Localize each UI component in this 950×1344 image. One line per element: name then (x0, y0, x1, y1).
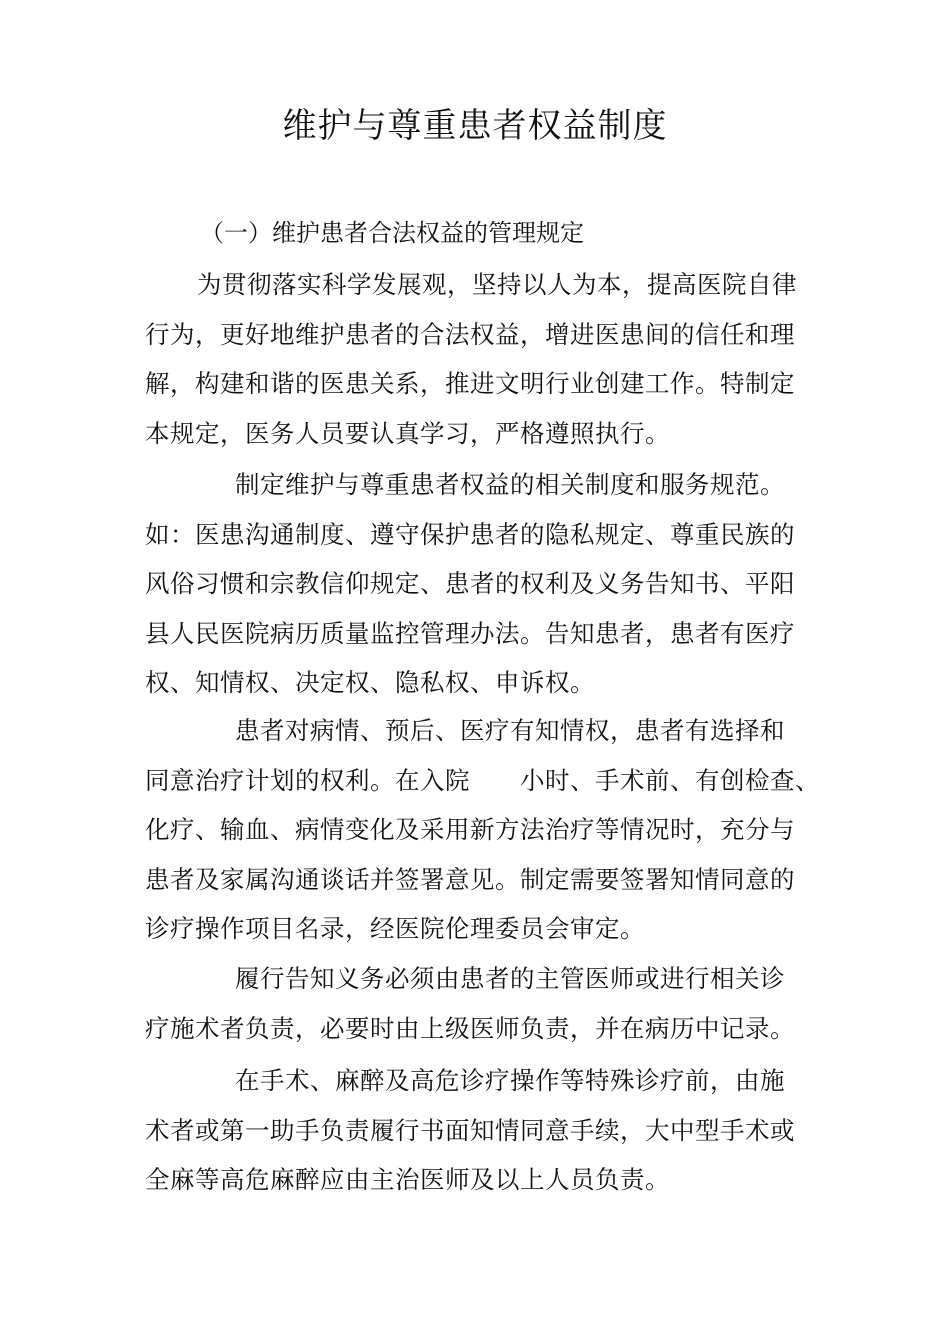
paragraph-line: 在手术、麻醉及高危诊疗操作等特殊诊疗前，由施 (235, 1066, 785, 1095)
paragraph-line: 疗施术者负责，必要时由上级医师负责，并在病历中记录。 (145, 1013, 795, 1043)
paragraph-1 (145, 260, 825, 458)
paragraph-line: 县人民医院病历质量监控管理办法。告知患者，患者有医疗 (145, 618, 795, 648)
section-heading: （一）维护患者合法权益的管理规定 (200, 219, 584, 247)
paragraph-line: 同意治疗计划的权利。在入院 小时、手术前、有创检查、 (145, 765, 820, 795)
paragraph-line: 患者对病情、预后、医疗有知情权，患者有选择和 (235, 716, 785, 745)
paragraph-4 (145, 954, 825, 1053)
paragraph-3 (145, 706, 825, 954)
paragraph-line: 权、知情权、决定权、隐私权、申诉权。 (145, 668, 595, 697)
paragraph-line: 解，构建和谐的医患关系，推进文明行业创建工作。特制定 (145, 369, 795, 398)
paragraph-line: 患者及家属沟通谈话并签署意见。制定需要签署知情同意的 (145, 864, 795, 894)
paragraph-line: 本规定，医务人员要认真学习，严格遵照执行。 (145, 418, 670, 448)
paragraph-line: 风俗习惯和宗教信仰规定、患者的权利及义务告知书、平阳 (145, 569, 795, 598)
paragraph-5 (145, 1056, 825, 1205)
paragraph-line: 术者或第一助手负责履行书面知情同意手续，大中型手术或 (145, 1115, 795, 1145)
paragraph-line: 诊疗操作项目名录，经医院伦理委员会审定。 (145, 914, 645, 943)
paragraph-line: 全麻等高危麻醉应由主治医师及以上人员负责。 (145, 1165, 670, 1194)
document-title: 维护与尊重患者权益制度 (282, 106, 668, 146)
paragraph-line: 如：医患沟通制度、遵守保护患者的隐私规定、尊重民族的 (145, 519, 795, 549)
paragraph-line: 为贯彻落实科学发展观，坚持以人为本，提高医院自律 (197, 270, 797, 299)
paragraph-line: 化疗、输血、病情变化及采用新方法治疗等情况时，充分与 (145, 815, 795, 844)
paragraph-line: 履行告知义务必须由患者的主管医师或进行相关诊 (235, 964, 785, 993)
paragraph-2 (145, 460, 825, 708)
paragraph-line: 行为，更好地维护患者的合法权益，增进医患间的信任和理 (145, 319, 795, 349)
paragraph-line: 制定维护与尊重患者权益的相关制度和服务规范。 (235, 470, 785, 499)
